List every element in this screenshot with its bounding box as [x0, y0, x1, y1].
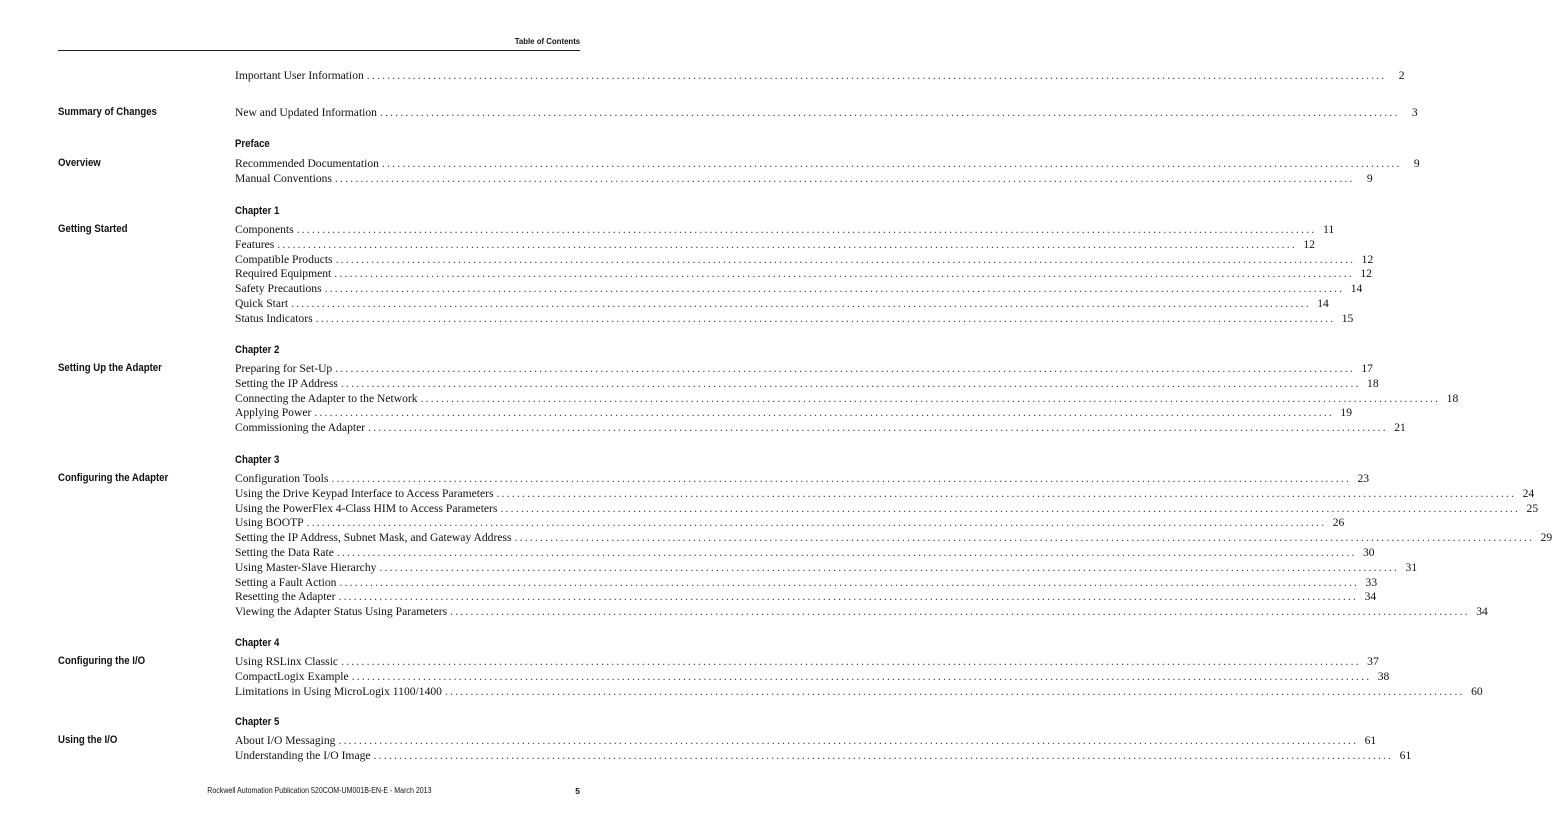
toc-entry-page: 21	[1394, 421, 1406, 435]
footer-publication-text: Rockwell Automation Publication 520COM-UM001B-EN-E - March 2013	[206, 786, 432, 795]
toc-entry-title: Quick Start	[235, 297, 289, 310]
toc-entry-title: Compatible Products	[235, 252, 333, 266]
toc-entry-title: Configuration Tools	[235, 472, 329, 485]
section-label: Summary of Changes	[58, 106, 157, 118]
toc-entry-page: 31	[1405, 560, 1418, 574]
toc-entry[interactable]	[235, 734, 1377, 748]
toc-entry-title: CompactLogix Example	[235, 669, 349, 683]
dot-leader: ........................................................................................................................................................................................................	[368, 421, 1388, 435]
toc-entry-page: 15	[1341, 311, 1354, 325]
toc-entry-page: 25	[1526, 501, 1539, 515]
toc-entry-page: 33	[1365, 575, 1378, 589]
dot-leader: ........................................................................................................................................................................................................	[351, 669, 1372, 683]
dot-leader: ........................................................................................................................................................................................................	[315, 311, 1336, 325]
toc-entry-page: 14	[1317, 297, 1329, 310]
toc-entry-title: Components	[235, 223, 294, 236]
dot-leader: ........................................................................................................................................................................................................	[500, 501, 1521, 515]
toc-entry-title: Using RSLinx Classic	[235, 655, 339, 668]
chapter-heading: Chapter 4	[235, 637, 280, 649]
toc-entry[interactable]	[235, 297, 1329, 311]
toc-entry-page: 34	[1476, 605, 1488, 619]
toc-entry[interactable]	[235, 69, 1405, 83]
dot-leader: ........................................................................................................................................................................................................	[379, 106, 1400, 119]
toc-entry-title: Safety Precautions	[235, 282, 322, 296]
toc-entry-page: 34	[1364, 590, 1377, 604]
toc-entry-title: Status Indicators	[235, 311, 313, 325]
toc-entry-title: Resetting the Adapter	[235, 590, 336, 604]
toc-entry-title: Setting the IP Address	[235, 376, 338, 390]
footer-page-number: 5	[575, 786, 580, 796]
toc-entry-page: 24	[1522, 486, 1535, 500]
toc-entry-title: Using the PowerFlex 4-Class HIM to Access Parameters	[235, 501, 498, 515]
toc-entry[interactable]	[235, 282, 1363, 296]
toc-entry[interactable]	[235, 486, 1535, 501]
toc-entry-page: 61	[1399, 748, 1412, 762]
dot-leader: ........................................................................................................................................................................................................	[335, 252, 1356, 266]
toc-entry-title: Important User Information	[235, 69, 364, 82]
toc-entry[interactable]	[235, 531, 1552, 545]
dot-leader: ........................................................................................................................................................................................................	[420, 391, 1441, 405]
toc-entry[interactable]	[235, 748, 1412, 763]
toc-entry-page: 38	[1377, 669, 1390, 683]
toc-entry-page: 60	[1471, 684, 1483, 698]
toc-entry[interactable]	[235, 421, 1406, 435]
toc-entry-title: Setting the IP Address, Subnet Mask, and Gateway Address	[235, 531, 512, 545]
toc-entry[interactable]	[235, 106, 1418, 120]
footer-publication	[0, 786, 638, 795]
toc-entry[interactable]	[235, 669, 1390, 684]
toc-entry-title: Required Equipment	[235, 267, 332, 281]
dot-leader: ........................................................................................................................................................................................................	[334, 267, 1354, 281]
toc-entry-title: Features	[235, 237, 275, 251]
toc-entry[interactable]	[235, 311, 1354, 326]
dot-leader: ........................................................................................................................................................................................................	[331, 472, 1352, 485]
toc-entry-page: 37	[1367, 655, 1379, 668]
dot-leader: ........................................................................................................................................................................................................	[338, 734, 1359, 747]
dot-leader: ........................................................................................................................................................................................................	[324, 282, 1345, 296]
dot-leader: ........................................................................................................................................................................................................	[444, 684, 1465, 698]
dot-leader: ........................................................................................................................................................................................................	[306, 516, 1327, 530]
toc-entry[interactable]	[235, 406, 1353, 420]
toc-entry-page: 23	[1357, 472, 1370, 485]
toc-entry-title: Manual Conventions	[235, 171, 332, 185]
chapter-heading: Preface	[235, 138, 270, 150]
toc-entry[interactable]	[235, 223, 1335, 237]
chapter-heading: Chapter 5	[235, 716, 280, 728]
toc-entry-page: 12	[1303, 237, 1315, 251]
toc-entry[interactable]	[235, 267, 1372, 281]
section-label: Using the I/O	[58, 734, 118, 746]
toc-entry-title: Setting a Fault Action	[235, 575, 337, 589]
toc-entry-page: 18	[1446, 391, 1459, 405]
toc-entry-page: 9	[1413, 157, 1420, 170]
toc-entry[interactable]	[235, 655, 1379, 669]
toc-entry[interactable]	[235, 605, 1488, 619]
dot-leader: ........................................................................................................................................................................................................	[314, 406, 1335, 420]
toc-entry[interactable]	[235, 575, 1378, 590]
toc-entry-title: Limitations in Using MicroLogix 1100/1400	[235, 684, 442, 698]
dot-leader: ........................................................................................................................................................................................................	[334, 171, 1355, 185]
dot-leader: ........................................................................................................................................................................................................	[379, 560, 1400, 574]
toc-entry-page: 26	[1332, 516, 1345, 530]
toc-entry[interactable]	[235, 472, 1370, 486]
toc-entry-title: Viewing the Adapter Status Using Parameters	[235, 605, 448, 619]
toc-entry-page: 9	[1366, 171, 1373, 185]
toc-entry-page: 2	[1398, 69, 1405, 82]
toc-entry-page: 14	[1350, 282, 1363, 296]
toc-entry[interactable]	[235, 157, 1420, 171]
chapter-heading: Chapter 2	[235, 344, 280, 356]
chapter-heading: Chapter 1	[235, 205, 280, 217]
dot-leader: ........................................................................................................................................................................................................	[277, 237, 1297, 251]
toc-entry-title: Applying Power	[235, 406, 312, 420]
toc-entry[interactable]	[235, 391, 1459, 406]
toc-entry-page: 19	[1340, 406, 1353, 420]
dot-leader: ........................................................................................................................................................................................................	[340, 376, 1361, 390]
dot-leader: ........................................................................................................................................................................................................	[291, 297, 1311, 310]
toc-entry-title: Using the Drive Keypad Interface to Access Parameters	[235, 486, 494, 500]
toc-entry-page: 11	[1323, 223, 1335, 236]
toc-entry-page: 61	[1364, 734, 1377, 747]
toc-entry-title: Recommended Documentation	[235, 157, 379, 170]
dot-leader: ........................................................................................................................................................................................................	[496, 486, 1517, 500]
section-label: Setting Up the Adapter	[58, 362, 162, 374]
toc-entry-title: Using BOOTP	[235, 516, 304, 530]
header-rule	[58, 50, 580, 51]
toc-entry-page: 3	[1411, 106, 1418, 119]
toc-entry[interactable]	[235, 684, 1483, 699]
dot-leader: ........................................................................................................................................................................................................	[336, 546, 1357, 559]
toc-entry[interactable]	[235, 590, 1377, 604]
toc-entry-page: 17	[1361, 362, 1373, 375]
toc-entry-page: 29	[1540, 531, 1552, 545]
toc-entry-title: Connecting the Adapter to the Network	[235, 391, 418, 405]
toc-entry[interactable]	[235, 546, 1375, 560]
dot-leader: ........................................................................................................................................................................................................	[450, 605, 1470, 619]
section-label: Overview	[58, 157, 101, 169]
toc-entry-title: Setting the Data Rate	[235, 546, 334, 559]
dot-leader: ........................................................................................................................................................................................................	[381, 157, 1402, 170]
toc-entry-page: 12	[1360, 267, 1372, 281]
dot-leader: ........................................................................................................................................................................................................	[335, 362, 1355, 375]
dot-leader: ........................................................................................................................................................................................................	[338, 590, 1359, 604]
toc-entry-title: Commissioning the Adapter	[235, 421, 366, 435]
toc-entry-page: 18	[1367, 376, 1379, 390]
toc-entry[interactable]	[235, 501, 1539, 516]
toc-entry-title: New and Updated Information	[235, 106, 377, 119]
section-label: Configuring the I/O	[58, 655, 146, 667]
toc-entry[interactable]	[235, 171, 1373, 186]
toc-entry[interactable]	[235, 362, 1373, 376]
dot-leader: ........................................................................................................................................................................................................	[341, 655, 1361, 668]
running-header-title: Table of Contents	[514, 36, 580, 46]
toc-entry[interactable]	[235, 560, 1418, 575]
toc-entry-title: Using Master-Slave Hierarchy	[235, 560, 377, 574]
toc-entry-page: 30	[1362, 546, 1375, 559]
section-label: Configuring the Adapter	[58, 472, 169, 484]
toc-entry-page: 12	[1361, 252, 1374, 266]
dot-leader: ........................................................................................................................................................................................................	[373, 748, 1394, 762]
toc-entry-title: Understanding the I/O Image	[235, 748, 371, 762]
dot-leader: ........................................................................................................................................................................................................	[339, 575, 1360, 589]
chapter-heading: Chapter 3	[235, 454, 280, 466]
dot-leader: ........................................................................................................................................................................................................	[366, 69, 1387, 82]
toc-entry[interactable]	[235, 516, 1345, 530]
toc-entry-title: About I/O Messaging	[235, 734, 336, 747]
dot-leader: ........................................................................................................................................................................................................	[296, 223, 1317, 236]
toc-entry[interactable]	[235, 237, 1315, 252]
toc-entry-title: Preparing for Set-Up	[235, 362, 333, 375]
toc-entry[interactable]	[235, 252, 1374, 267]
section-label: Getting Started	[58, 223, 128, 235]
dot-leader: ........................................................................................................................................................................................................	[514, 531, 1535, 545]
toc-entry[interactable]	[235, 376, 1379, 391]
